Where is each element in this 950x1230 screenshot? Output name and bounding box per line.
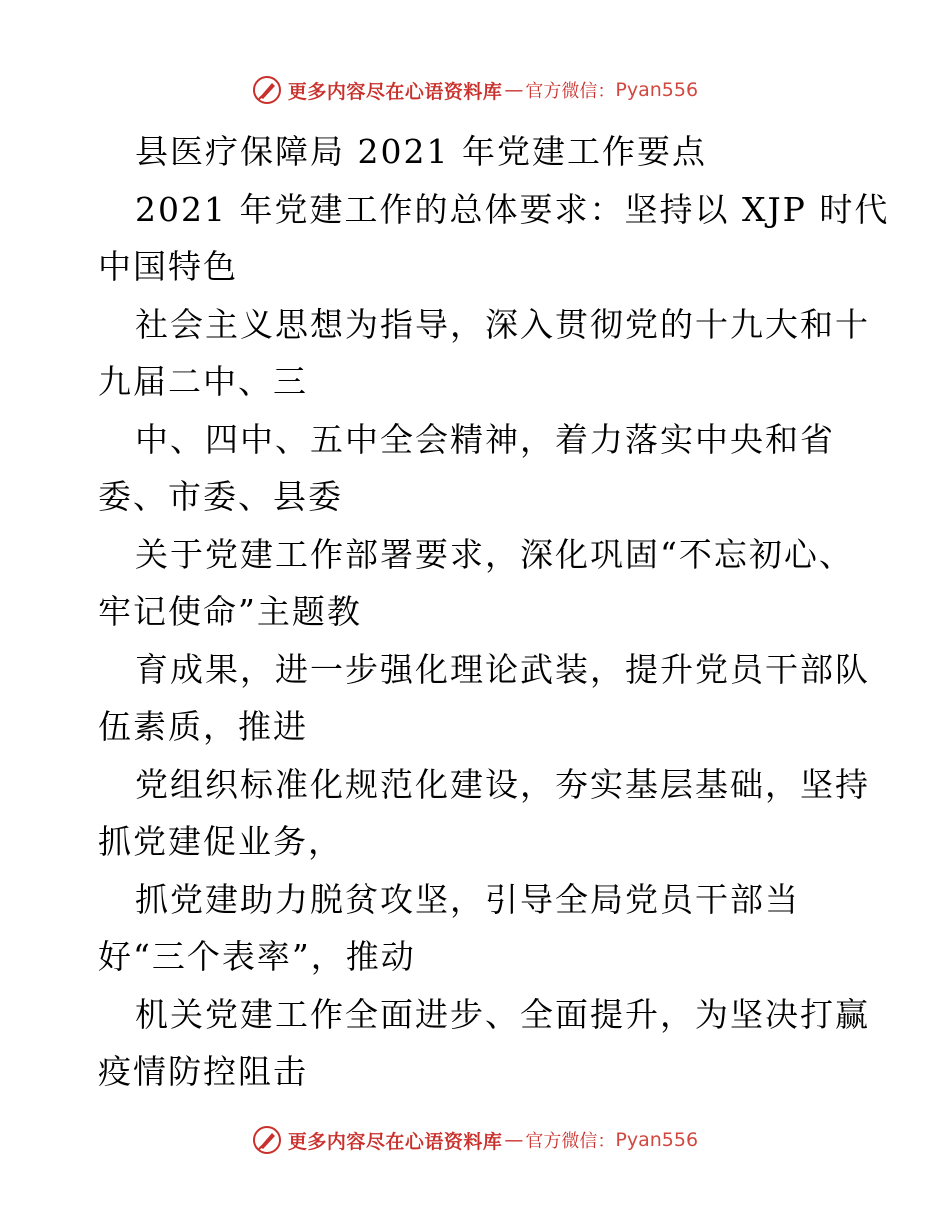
document-title: 县医疗保障局 2021 年党建工作要点	[135, 132, 707, 171]
paragraph-line: 关于党建工作部署要求，深化巩固“不忘初心、	[135, 534, 854, 574]
watermark-sub-text: 官方微信：	[525, 1131, 616, 1152]
paragraph-line: 育成果，进一步强化理论武装，提升党员干部队	[135, 649, 870, 689]
watermark-main-text: 更多内容尽在心语资料库	[287, 1130, 503, 1153]
paragraph-line: 抓党建促业务，	[98, 822, 343, 861]
paragraph-line: 好“三个表率”，推动	[98, 937, 416, 976]
paragraph-line: 中、四中、五中全会精神，着力落实中央和省	[135, 419, 835, 459]
paragraph-line: 社会主义思想为指导，深入贯彻党的十九大和十	[135, 304, 870, 344]
paragraph-line: 疫情防控阻击	[98, 1052, 308, 1091]
paragraph-line: 牢记使命”主题教	[98, 592, 362, 631]
watermark-wechat-id: Pyan556	[615, 1129, 699, 1151]
watermark-sub-text: 官方微信：	[525, 81, 616, 102]
paragraph-line: 机关党建工作全面进步、全面提升，为坚决打赢	[135, 994, 870, 1034]
paragraph-line: 抓党建助力脱贫攻坚，引导全局党员干部当	[135, 879, 800, 919]
quill-seal-icon	[252, 75, 282, 105]
paragraph-line: 委、市委、县委	[98, 477, 343, 516]
footer-watermark	[0, 1120, 950, 1160]
header-watermark	[0, 70, 950, 110]
quill-seal-icon	[252, 1125, 282, 1155]
watermark-wechat-id: Pyan556	[615, 79, 699, 101]
document-body	[98, 123, 890, 1101]
paragraph-line: 伍素质，推进	[98, 707, 308, 746]
watermark-separator: —	[504, 79, 524, 101]
watermark-separator: —	[504, 1129, 524, 1151]
paragraph-line: 中国特色	[98, 247, 238, 286]
paragraph-line: 党组织标准化规范化建设，夯实基层基础，坚持	[135, 764, 870, 804]
watermark-main-text: 更多内容尽在心语资料库	[287, 80, 503, 103]
paragraph-line: 九届二中、三	[98, 362, 308, 401]
paragraph-line: 2021 年党建工作的总体要求：坚持以 XJP 时代	[135, 189, 890, 229]
